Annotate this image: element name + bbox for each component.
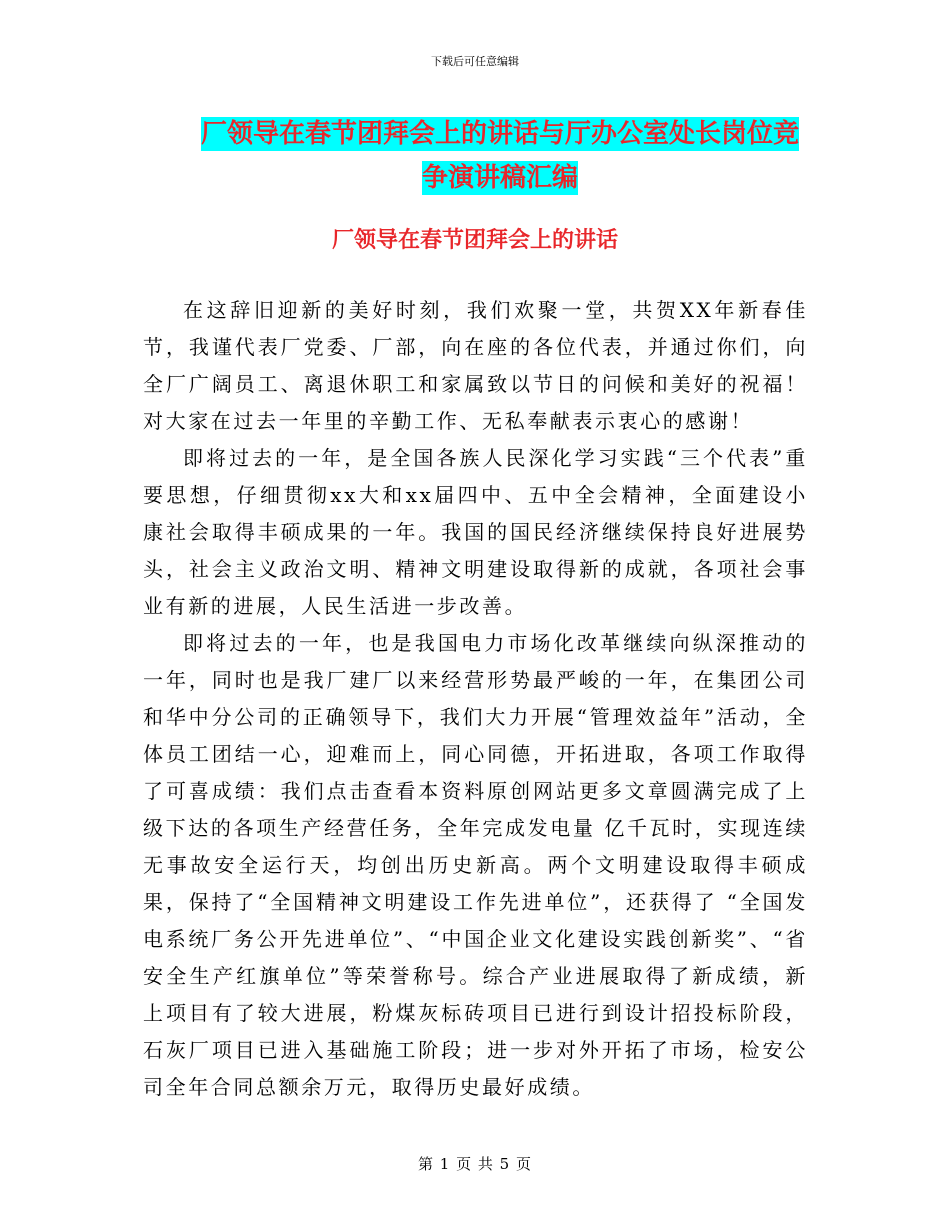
paragraph: 在这辞旧迎新的美好时刻，我们欢聚一堂，共贺XX年新春佳节，我谨代表厂党委、厂部，向在座的各位代表，并通过你们，向全厂广阔员工、离退休职工和家属致以节日的问候和美好的祝福！对大家在过去一年里的辛勤工作、无私奉献表示衷心的感谢！ — [143, 298, 808, 433]
paragraph: 即将过去的一年，是全国各族人民深化学习实践“三个代表”重要思想，仔细贯彻xx大和xx届四中、五中全会精神，全面建设小康社会取得丰硕成果的一年。我国的国民经济继续保持良好进展势头，社会主义政治文明、精神文明建设取得新的成就，各项社会事业有新的进展，人民生活进一步改善。 — [143, 446, 808, 618]
document-body — [143, 292, 808, 1106]
document-title — [190, 112, 810, 200]
page-number: 第 1 页 共 5 页 — [418, 1155, 532, 1173]
header-note: 下载后可任意编辑 — [431, 55, 519, 68]
section-title: 厂领导在春节团拜会上的讲话 — [331, 228, 618, 253]
paragraph: 即将过去的一年，也是我国电力市场化改革继续向纵深推动的一年，同时也是我厂建厂以来经营形势最严峻的一年，在集团公司和华中分公司的正确领导下，我们大力开展“管理效益年”活动，全体员工团结一心，迎难而上，同心同德，开拓进取，各项工作取得了可喜成绩：我们点击查看本资料原创网站更多文章圆满完成了上级下达的各项生产经营任务，全年完成发电量 亿千瓦时，实现连续无事故安全运行天，均创出历史新高。两个文明建设取得丰硕成果，保持了“全国精神文明建设工作先进单位”，还获得了 “全国发电系统厂务公开先进单位”、“中国企业文化建设实践创新奖”、“省安全生产红旗单位”等荣誉称号。综合产业进展取得了新成绩，新上项目有了较大进展，粉煤灰标砖项目已进行到设计招投标阶段，石灰厂项目已进入基础施工阶段；进一步对外开拓了市场，检安公司全年合同总额余万元，取得历史最好成绩。 — [143, 631, 808, 1099]
document-title-text: 厂领导在春节团拜会上的讲话与厅办公室处长岗位竞争演讲稿汇编 — [200, 119, 799, 193]
